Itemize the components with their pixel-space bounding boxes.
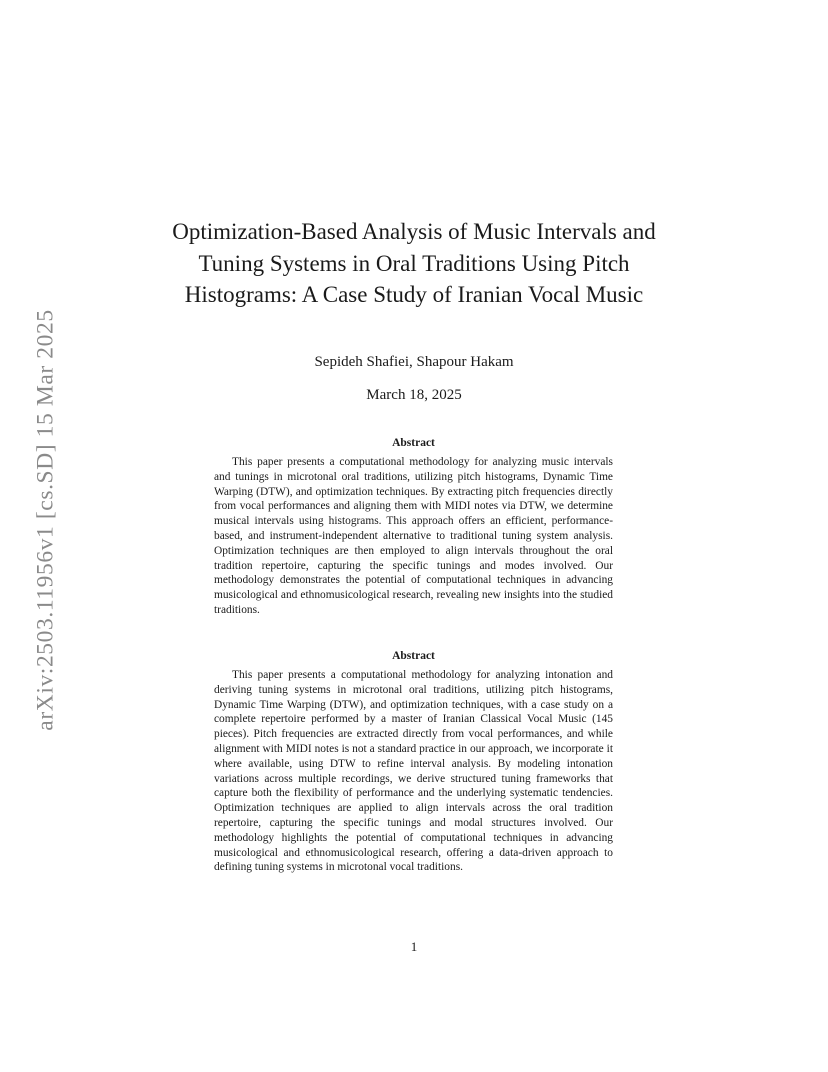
paper-date: March 18, 2025 — [366, 387, 462, 403]
abstract-heading: Abstract — [392, 650, 435, 662]
arxiv-identifier-stamp: arXiv:2503.11956v1 [cs.SD] 15 Mar 2025 — [32, 309, 59, 731]
abstract-section-1 — [214, 436, 613, 618]
abstract-section-2 — [214, 649, 613, 875]
page-number: 1 — [410, 939, 418, 954]
paper-title: Optimization-Based Analysis of Music Intervals and Tuning Systems in Oral Traditions Using Pitch Histograms: A Case Study of Iranian Vocal Music — [172, 219, 656, 307]
abstract-body: This paper presents a computational methodology for analyzing music intervals and tunings in microtonal oral traditions, utilizing pitch histograms, Dynamic Time Warping (DTW), and optimization techniques. By extracting pitch frequencies directly from vocal performances and aligning them with MIDI notes via DTW, we determine musical intervals using histograms. This approach offers an efficient, performance-based, and instrument-independent alternative to traditional tuning system analysis. Optimization techniques are then employed to align intervals throughout the oral tradition repertoire, capturing the specific tunings and modes involved. Our methodology demonstrates the potential of computational techniques in advancing musicological and ethnomusicological research, revealing new insights into the studied traditions. — [214, 456, 613, 616]
abstract-heading: Abstract — [392, 437, 435, 449]
paper-authors: Sepideh Shafiei, Shapour Hakam — [314, 354, 514, 370]
abstract-body: This paper presents a computational methodology for analyzing intonation and deriving tuning systems in microtonal oral traditions, utilizing pitch histograms, Dynamic Time Warping (DTW), and optimization techniques, with a case study on a complete repertoire performed by a master of Iranian Classical Vocal Music (145 pieces). Pitch frequencies are extracted directly from vocal performances, and while alignment with MIDI notes is not a standard practice in our approach, we incorporate it where available, using DTW to refine interval analysis. By modeling intonation variations across multiple recordings, we derive structured tuning frameworks that capture both the flexibility of performance and the underlying systematic tendencies. Optimization techniques are applied to align intervals across the oral tradition repertoire, capturing the specific tunings and modal structures involved. Our methodology highlights the potential of computational techniques in advancing musicological and ethnomusicological research, offering a data-driven approach to defining tuning systems in microtonal vocal traditions. — [214, 669, 613, 874]
